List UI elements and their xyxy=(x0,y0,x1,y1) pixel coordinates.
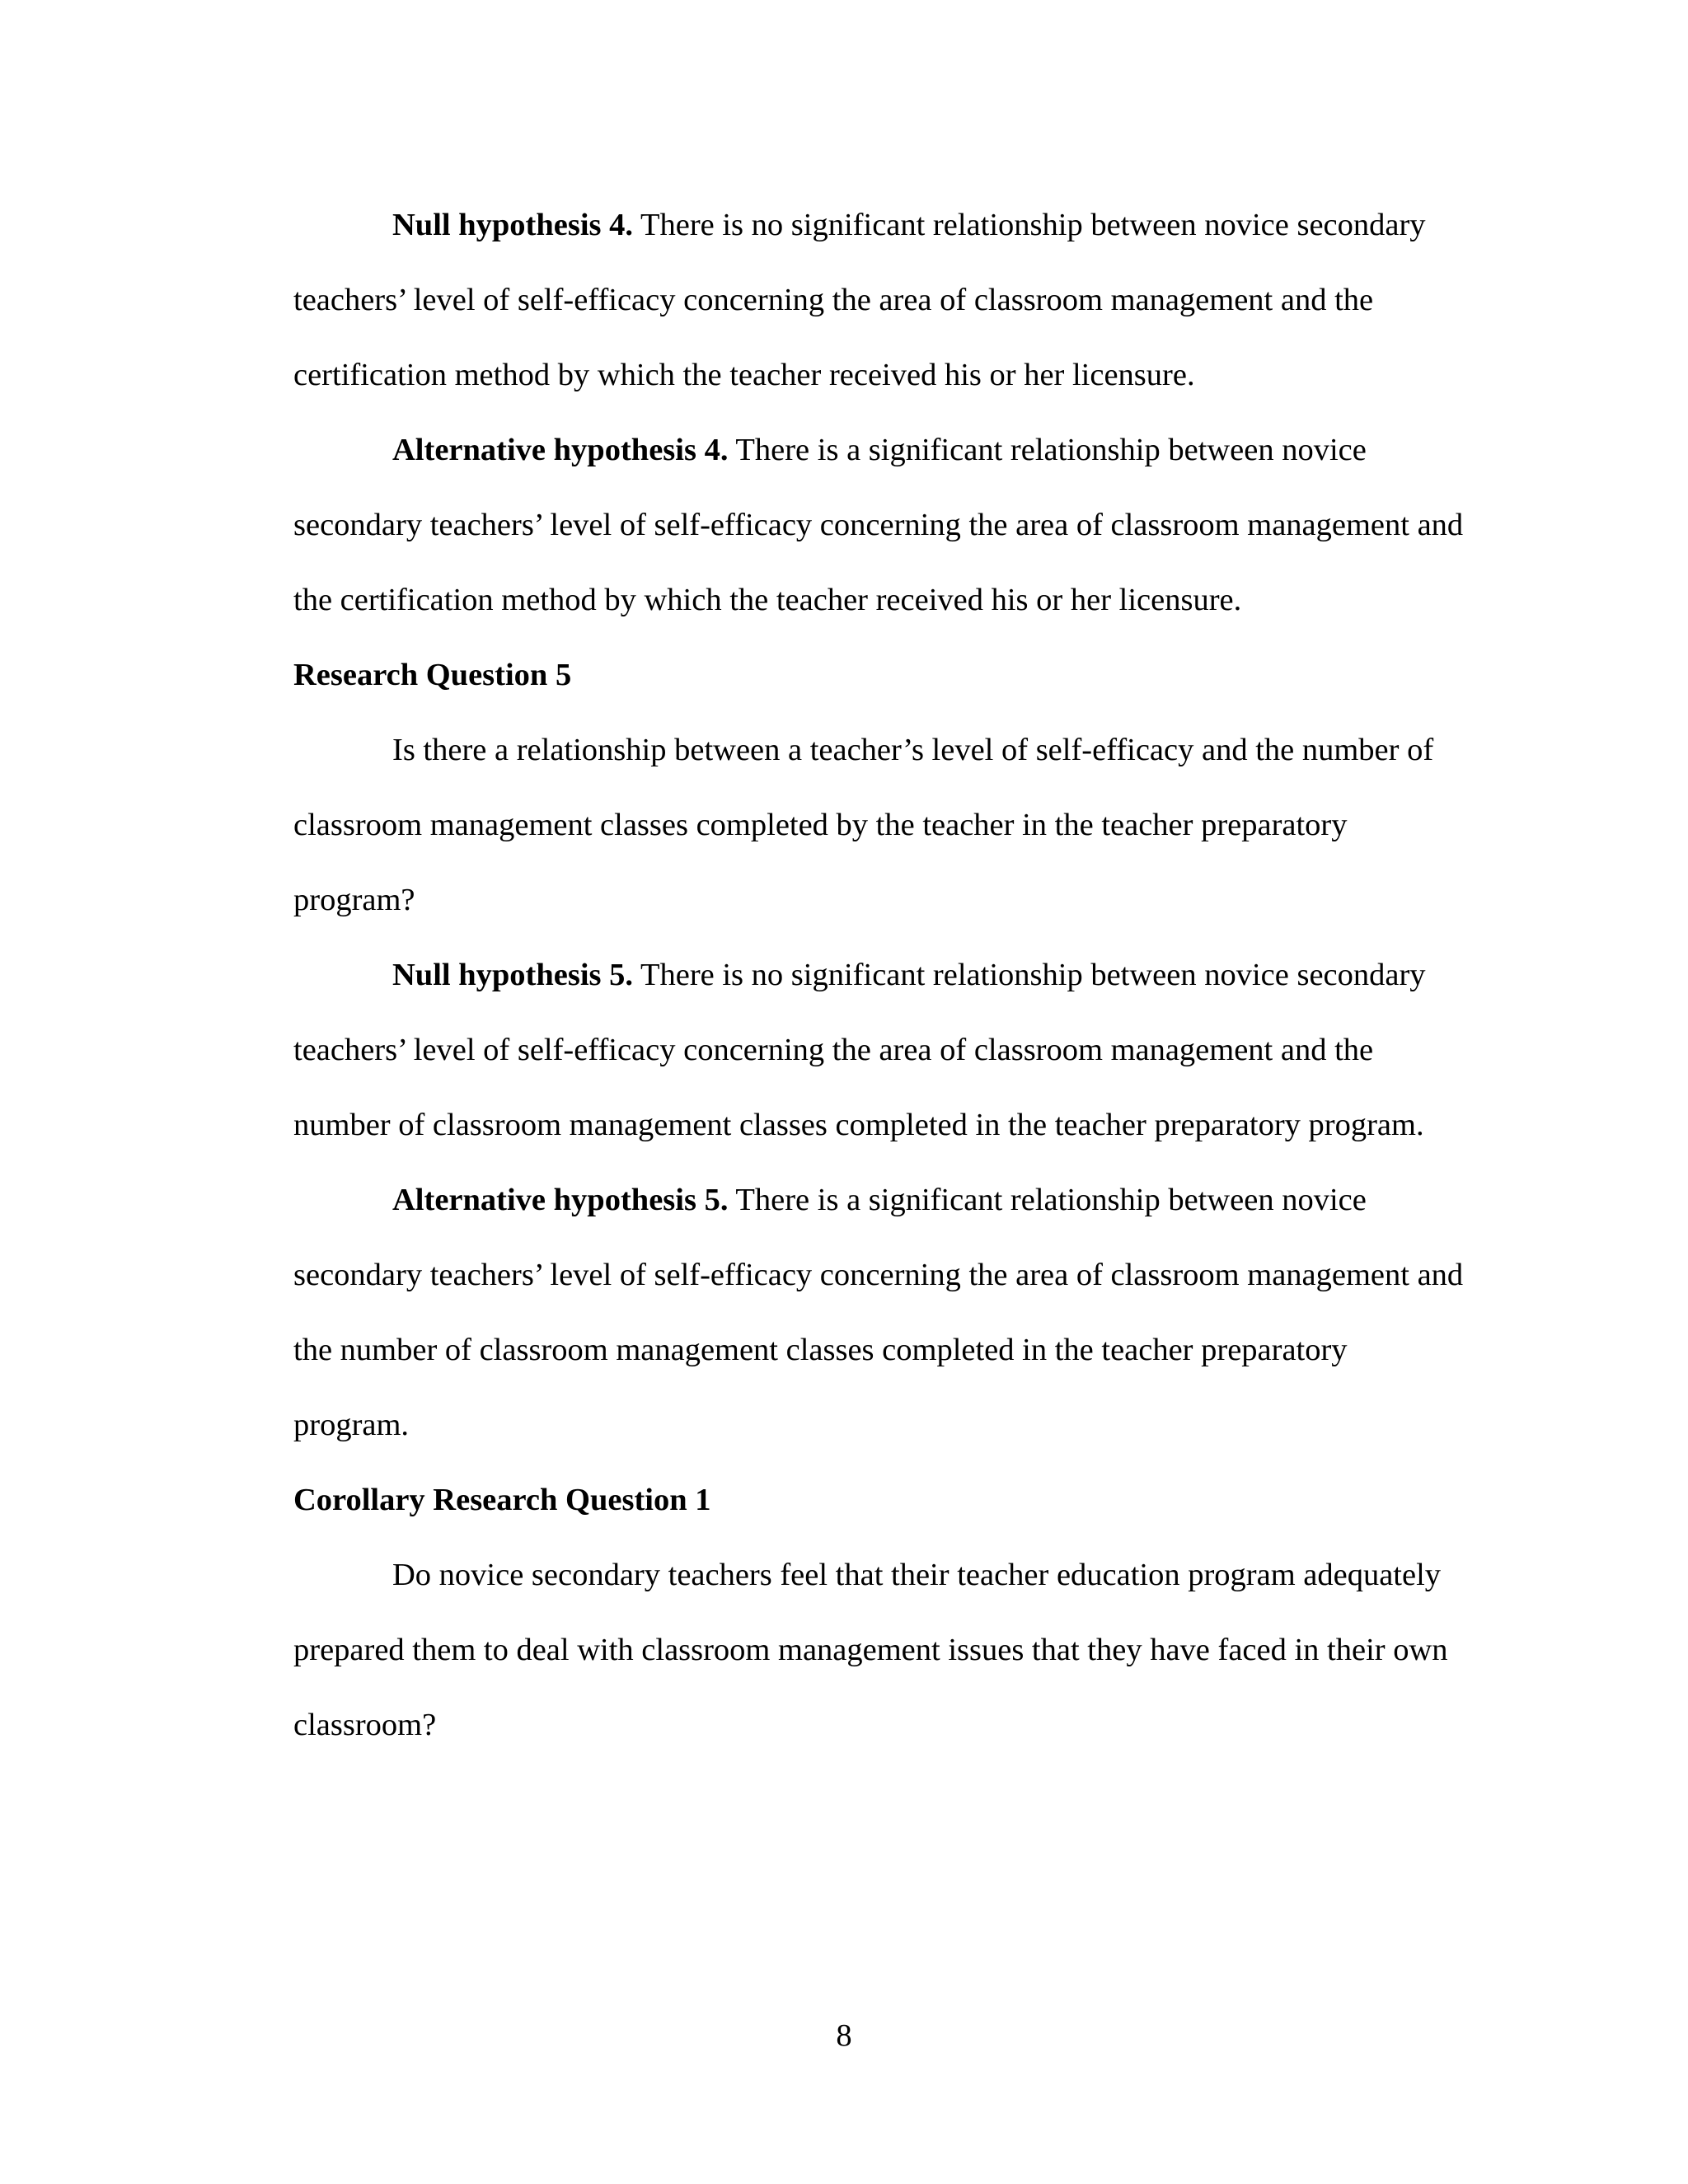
paragraph-lead: Null hypothesis 4. xyxy=(392,208,634,242)
paragraph-text: There is no significant relationship between novice secondary teachers’ level of self-efficacy concerning the area of classroom management and the certification method by which the teacher received his or her licensure. xyxy=(293,208,1426,392)
paragraph-text: Is there a relationship between a teacher’s level of self-efficacy and the number of classroom management classes completed by the teacher in the teacher preparatory program? xyxy=(293,733,1434,917)
paragraph-lead: Alternative hypothesis 4. xyxy=(392,433,729,467)
paragraph-text: There is a significant relationship between novice secondary teachers’ level of self-efficacy concerning the area of classroom management and the number of classroom management classes completed in the teacher preparatory program. xyxy=(293,1183,1464,1442)
paragraph-lead: Alternative hypothesis 5. xyxy=(392,1183,729,1217)
paragraph-text: There is no significant relationship between novice secondary teachers’ level of self-efficacy concerning the area of classroom management and the number of classroom management classes completed in the teacher preparatory program. xyxy=(293,958,1426,1142)
research-question-5-paragraph xyxy=(293,713,1467,938)
body-text xyxy=(293,188,1467,1763)
research-question-5-heading: Research Question 5 xyxy=(293,658,572,692)
alternative-hypothesis-5-paragraph xyxy=(293,1163,1467,1463)
corollary-research-question-1-paragraph xyxy=(293,1538,1467,1763)
paragraph-text: There is a significant relationship between novice secondary teachers’ level of self-efficacy concerning the area of classroom management and the certification method by which the teacher received his or her licensure. xyxy=(293,433,1464,617)
corollary-research-question-1-heading: Corollary Research Question 1 xyxy=(293,1483,711,1517)
paragraph-lead: Null hypothesis 5. xyxy=(392,958,634,992)
page-number: 8 xyxy=(836,2018,852,2053)
null-hypothesis-5-paragraph xyxy=(293,938,1467,1163)
null-hypothesis-4-paragraph xyxy=(293,188,1467,413)
paragraph-text: Do novice secondary teachers feel that their teacher education program adequately prepared them to deal with classroom management issues that they have faced in their own classroom? xyxy=(293,1558,1448,1742)
alternative-hypothesis-4-paragraph xyxy=(293,413,1467,638)
